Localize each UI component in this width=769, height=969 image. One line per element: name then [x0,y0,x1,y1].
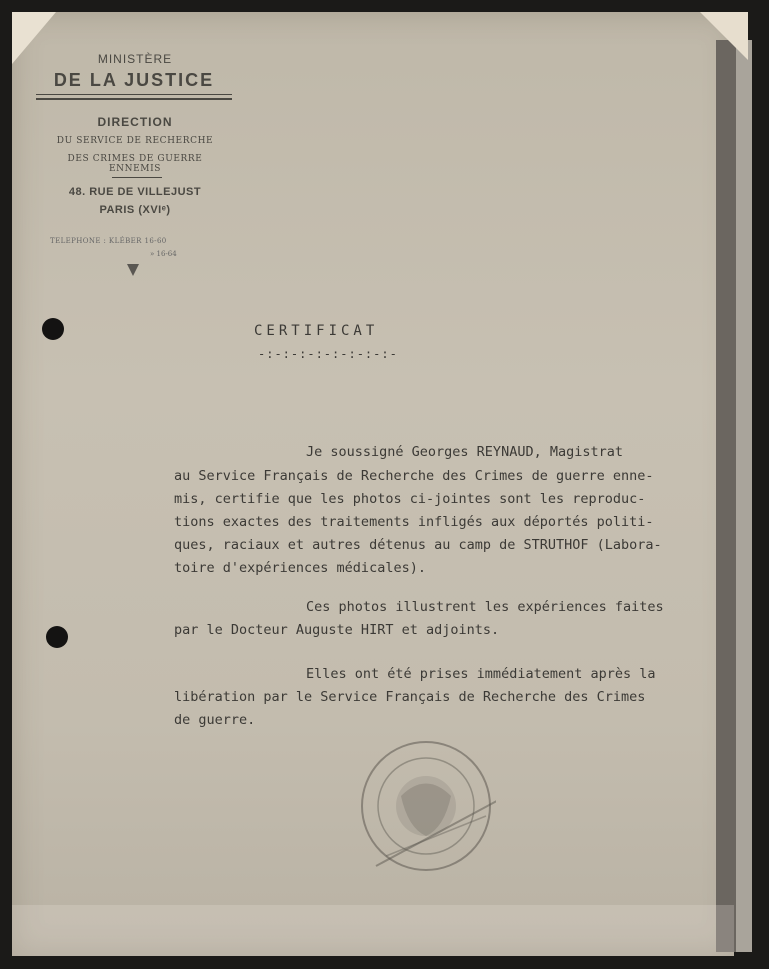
title-decoration: -:-:-:-:-:-:-:-:- [258,347,398,361]
paragraph2-line2: par le Docteur Auguste HIRT et adjoints. [174,622,500,638]
paragraph3-line1: Elles ont été prises immédiatement après la [306,666,656,682]
page-edge-strip [736,40,752,952]
paragraph2-line1: Ces photos illustrent les expériences faites [306,599,664,615]
page-edge-shadow [716,40,736,952]
letterhead-ministry: MINISTÈRE [97,52,173,66]
letterhead-address-line2: PARIS (XVIᵉ) [99,204,171,216]
letterhead-service-line1: DU SERVICE DE RECHERCHE [56,136,214,146]
folded-corner-top-right [700,12,748,60]
official-seal-stamp [356,736,496,876]
paragraph3-line3: de guerre. [174,712,256,728]
letterhead-ministry-name: DE LA JUSTICE [53,70,215,90]
paragraph1-line3: mis, certifie que les photos ci-jointes sont les reproduc- [174,491,646,507]
punch-hole-bottom [46,626,68,648]
letterhead-direction: DIRECTION [97,115,173,129]
letterhead-rule-1 [36,94,232,95]
letterhead-short-rule [112,177,162,178]
folded-corner-top-left [12,12,56,64]
letterhead-address-line1: 48. RUE DE VILLEJUST [68,186,202,198]
letterhead-phone-line2: » 16-64 [150,250,177,258]
letterhead-service-line2: DES CRIMES DE GUERRE ENNEMIS [67,154,203,174]
letterhead-rule-2 [36,98,232,100]
document-title: CERTIFICAT [254,323,379,339]
triangle-marker-icon [127,264,139,276]
page-bottom-band [12,905,734,956]
paragraph1-line1: Je soussigné Georges REYNAUD, Magistrat [306,444,623,460]
punch-hole-top [42,318,64,340]
letterhead-phone-line1: TELEPHONE : KLÉBER 16-60 [50,237,167,245]
paragraph1-line6: toire d'expériences médicales). [174,560,426,576]
paragraph1-line5: ques, raciaux et autres détenus au camp de STRUTHOF (Labora- [174,537,662,553]
paragraph1-line2: au Service Français de Recherche des Crimes de guerre enne- [174,468,654,484]
paragraph3-line2: libération par le Service Français de Recherche des Crimes [174,689,646,705]
paragraph1-line4: tions exactes des traitements infligés aux déportés politi- [174,514,654,530]
